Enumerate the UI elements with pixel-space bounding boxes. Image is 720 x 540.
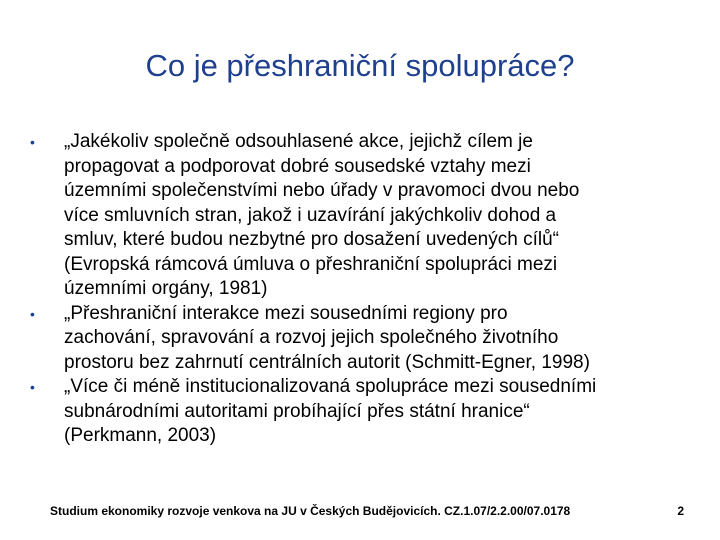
bullet-line: propagovat a podporovat dobré sousedské vztahy mezi <box>64 155 531 177</box>
bullet-list <box>30 130 698 449</box>
bullet-line: (Perkmann, 2003) <box>64 425 217 446</box>
bullet-item <box>30 375 698 449</box>
bullet-line: zachování, spravování a rozvoj jejich společného životního <box>64 327 559 348</box>
bullet-line: „Jakékoliv společně odsouhlasené akce, jejichž cílem je <box>64 131 533 152</box>
bullet-icon: • <box>30 379 35 395</box>
bullet-icon: • <box>30 305 35 322</box>
bullet-line: více smluvních stran, jakož i uzavírání jakýchkoliv dohod a <box>64 204 557 226</box>
bullet-item <box>30 130 698 302</box>
page-number: 2 <box>677 504 684 518</box>
footer-text: Studium ekonomiky rozvoje venkova na JU v Českých Budějovicích. CZ.1.07/2.2.00/07.0178 <box>50 504 571 518</box>
bullet-line: smluv, které budou nezbytné pro dosažení uvedených cílů“ <box>64 229 559 250</box>
bullet-line: subnárodními autoritami probíhající přes státní hranice“ <box>64 400 530 422</box>
slide-title: Co je přeshraniční spolupráce? <box>145 48 575 83</box>
bullet-item <box>30 302 698 376</box>
bullet-line: územními společenstvími nebo úřady v pravomoci dvou nebo <box>64 180 580 201</box>
bullet-line: „Přeshraniční interakce mezi sousedními regiony pro <box>64 302 508 324</box>
bullet-icon: • <box>30 134 35 150</box>
bullet-line: územními orgány, 1981) <box>64 278 268 299</box>
bullet-line: prostoru bez zahrnutí centrálních autorit (Schmitt-Egner, 1998) <box>64 351 590 373</box>
bullet-line: (Evropská rámcová úmluva o přeshraniční spolupráci mezi <box>64 253 558 275</box>
bullet-line: „Více či méně institucionalizovaná spolupráce mezi sousedními <box>64 376 597 397</box>
